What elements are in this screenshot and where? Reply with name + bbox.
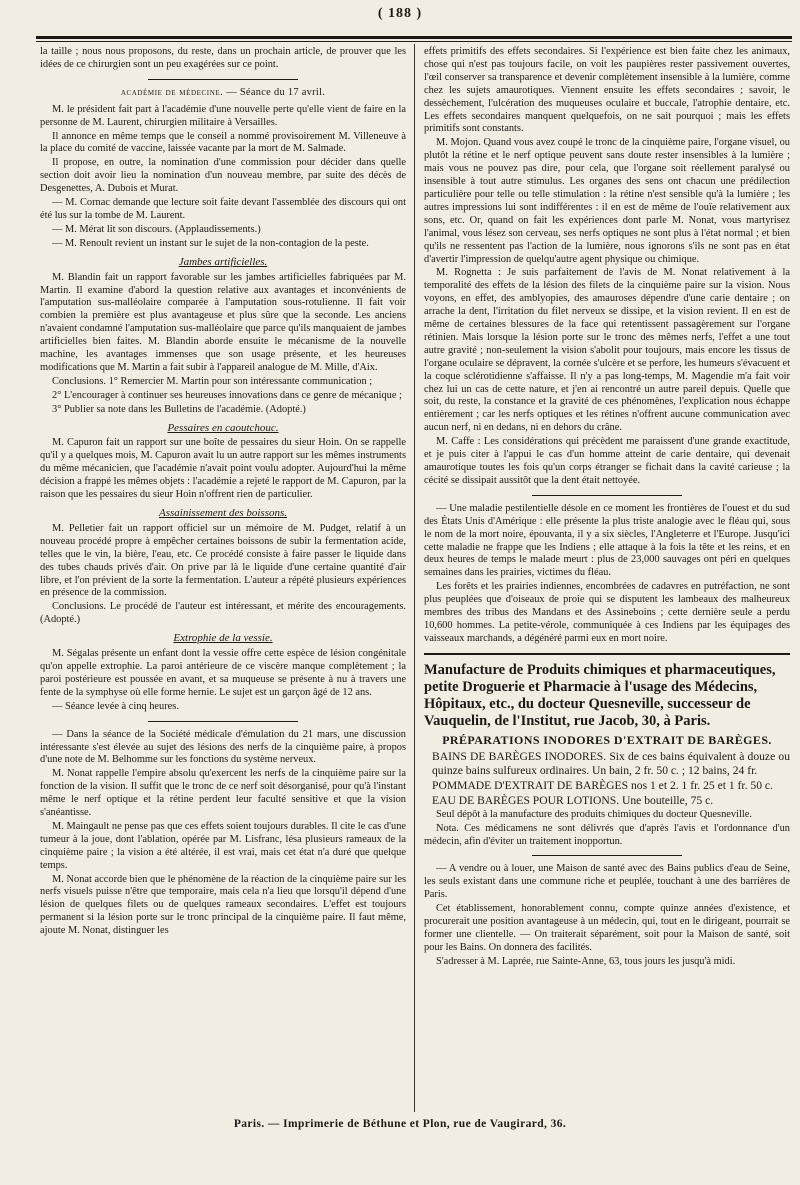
- intro-paragraph: la taille ; nous nous proposons, du reste, dans un prochain article, de prouver que les idées de ce chirurgien sont un peu exagérées sur ce point.: [40, 46, 406, 70]
- paragraph-a-vendre: — A vendre ou à louer, une Maison de santé avec des Bains publics d'eau de Seine, les seuls existant dans une commune riche et peuplée, touchant à une des barrières de Paris.: [424, 863, 790, 901]
- top-rule-thin: [36, 41, 792, 42]
- paragraph-conclusion-1: Conclusions. 1° Remercier M. Martin pour son intéressante communication ;: [52, 375, 373, 387]
- paragraph-segalas: M. Ségalas présente un enfant dont la vessie offre cette espèce de lésion congénitale qu'on appelle extrophie. La paroi antérieure de ce viscère manque complètement ; la paroi postérieure est poussée en avant, et sa muqueuse se présente à nu à travers une fente de la symphyse où elle forme hernie. Le sujet est un garçon âgé de 12 ans.: [40, 648, 406, 698]
- section-separator: [148, 721, 298, 722]
- paragraph-maingault: M. Maingault ne pense pas que ces effets soient toujours durables. Il cite le cas d'une tumeur à la joue, dont l'ablation, opérée par M. Lisfranc, lésa plusieurs rameaux de la cinquième paire ; la vision a été altérée, il est vrai, mais cet état n'a duré que quelque temps.: [40, 820, 406, 871]
- academie-heading-label: académie de médecine.: [120, 86, 224, 98]
- paragraph-president: M. le président fait part à l'académie d'une nouvelle perte qu'elle vient de faire en la personne de M. Laurent, chirurgien militaire à Versailles.: [40, 103, 406, 128]
- printer-imprint: Paris. — Imprimerie de Béthune et Plon, rue de Vaugirard, 36.: [233, 1118, 567, 1130]
- column-divider: [414, 44, 415, 1112]
- paragraph-continued: effets primitifs des effets secondaires. Si l'expérience est bien faite chez les animaux, chose qui n'est pas toujours facile, on voit les paupières rester passivement ouvertes, l'œil conserver sa transparence et devenir complètement insensible à la lumière, comme chez les sujets amaurotiques. Viennent ensuite les effets secondaires ; savoir, le dessèchement, l'ulcération des muqueuses oculaire et buccale, l'atrophie dentaire, etc. Les effets secondaires manquent quelquefois, on ne sait pourquoi ; mais les effets primitifs sont constants.: [424, 46, 790, 135]
- right-column: [424, 46, 790, 1112]
- advert-title: Manufacture de Produits chimiques et pharmaceutiques, petite Droguerie et Pharmacie à l'usage des Médecins, Hôpitaux, etc., du docteur Quesneville, successeur de Vauquelin, de l'Institut, rue Jacob, 30, à Paris.: [424, 661, 776, 729]
- paragraph-forets: Les forêts et les prairies indiennes, encombrées de cadavres en putréfaction, ne sont plus peuplées que d'oiseaux de proie qui se disputent les lambeaux des malheureux membres des tribus des Mandans et des Assineboins ; cette dernière seule a perdu 10,600 hommes. La petite-vérole, communiquée à ces Indiens par les équipages des vaisseaux marchands, a dégénéré parmi eux en mort noire.: [424, 581, 790, 644]
- paragraph-renoult: — M. Renoult revient un instant sur le sujet de la non-contagion de la peste.: [52, 237, 369, 249]
- paragraph-nonat-2: M. Nonat accorde bien que le phénomène de la réaction de la cinquième paire sur les nerfs visuels puisse n'être que temporaire, mais cela n'a lieu que lorsqu'il dépend d'une lésion de quelques filets ou de quelques rameaux secondaires. L'effet est toujours permanent si la lésion porte sur le tronc principal de la cinquième paire. Il faut même, ajoute M. Nonat, distinguer les: [40, 873, 406, 937]
- advert-pommade: POMMADE D'EXTRAIT DE BARÈGES nos 1 et 2. 1 fr. 25 et 1 fr. 50 c.: [432, 778, 773, 792]
- paragraph-annonce: Il annonce en même temps que le conseil a nommé provisoirement M. Villeneuve à la place du comité de vaccine, laissée vacante par la mort de M. Salmade.: [40, 130, 406, 155]
- advert-bains: BAINS DE BARÈGES INODORES. Six de ces bains équivalent à douze ou quinze bains sulfureux ordinaires. Un bain, 2 fr. 50 c. ; 12 bains, 24 fr.: [432, 749, 790, 777]
- heading-pessaires: Pessaires en caoutchouc.: [167, 421, 279, 434]
- page-number: ( 188 ): [377, 6, 423, 21]
- advert-eau: EAU DE BARÈGES POUR LOTIONS. Une bouteille, 75 c.: [432, 793, 714, 807]
- heading-jambes: Jambes artificielles.: [178, 255, 268, 268]
- advert-depot: Seul dépôt à la manufacture des produits chimiques du docteur Quesneville.: [436, 808, 752, 820]
- academie-heading-date: — Séance du 17 avril.: [223, 86, 326, 98]
- top-rule: [36, 36, 792, 39]
- paragraph-blandin: M. Blandin fait un rapport favorable sur les jambes artificielles fabriquées par M. Martin. Il examine d'abord la question relative aux avantages et inconvénients de l'amputation sus-malléolaire comparée à l'amputation sous-rotulienne. Il fait voir combien la première est plus avantageuse et plus sûre que la seconde. Les anciens n'avaient condamné l'amputation sus-malléolaire que parce qu'ils manquaient de jambes artificielles bien faites. M. Blandin aborde ensuite le mécanisme de la nouvelle machine, les avantages immenses que son usage présente, et les heureuses modifications que M. Martin a fait subir à l'appareil analogue de M. Mille, d'Aix.: [40, 271, 406, 373]
- paragraph-conclusion-2: 2° L'encourager à continuer ses heureuses innovations dans ce genre de mécanique ;: [52, 389, 402, 401]
- paragraph-mojon: M. Mojon. Quand vous avez coupé le tronc de la cinquième paire, l'organe visuel, ou plutôt la rétine et le nerf optique peuvent sans doute rester insensibles à la lumière ; mais vous ne pouvez pas dire, pour cela, que l'organe soit réellement paralysé ou insensible à tout autre stimulus. Les organes des sens ont chacun une prédilection particulière pour telle ou telle stimulation : la rétine n'est sensible qu'à la lumière ; les autres impressions lui sont indifférentes : il en est de même de l'ouïe relativement aux sons, etc. Or, quand on fait les expériences dont parle M. Nonat, vous martyrisez l'animal, vous lésez son cerveau, ses nerfs optiques ne sont plus à l'état normal ; et bien qu'ils ne ressentent pas l'action de la lumière, nous ignorons s'ils ne sont pas en état d'avertir l'impression de quelqu'autre agent physique ou chimique.: [424, 137, 790, 265]
- paragraph-adresser: S'adresser à M. Laprée, rue Sainte-Anne, 63, tous jours les jusqu'à midi.: [436, 955, 736, 967]
- paragraph-maladie: — Une maladie pestilentielle désole en ce moment les frontières de l'ouest et du sud des États Unis d'Amérique : elle présente la plus triste analogie avec le fléau qui, sous le nom de la mort noire, épouvanta, il y a six siècles, l'Angleterre et l'Europe. Jusqu'ici cette maladie ne frappe que les Indiens ; elle attaque à la fois la tête et les reins, et en deux heures de temps le malade meurt : plus de 23,000 sauvages ont péri en quelques semaines dans les prairies, victimes du fléau.: [424, 502, 790, 579]
- section-separator: [148, 79, 298, 80]
- advert-subtitle: PRÉPARATIONS INODORES D'EXTRAIT DE BARÈGES.: [442, 732, 772, 747]
- paragraph-merat: — M. Mérat lit son discours. (Applaudissements.): [52, 223, 261, 235]
- paragraph-seance-levee: — Séance levée à cinq heures.: [52, 700, 179, 712]
- heading-extrophie: Extrophie de la vessie.: [173, 632, 273, 645]
- paragraph-capuron: M. Capuron fait un rapport sur une boîte de pessaires du sieur Hoin. On se rappelle qu'il y a quelques mois, M. Capuron avait lu un autre rapport sur les mêmes instruments du même mécanicien, que l'académie n'avait point voulu adopter. Aujourd'hui la même décision a frappé les mêmes objets : l'académie a rejeté le rapport de M. Capuron, par la raison que les pessaires du sieur Hoin n'offrent rien de particulier.: [40, 437, 406, 501]
- paragraph-pelletier: M. Pelletier fait un rapport officiel sur un mémoire de M. Pudget, relatif à un nouveau procédé propre à empêcher certaines boissons de subir la fermentation acide, telles que le vin, la bière, l'eau, etc. Ce procédé consiste à faire passer le liquide dans des tubes chauds privés d'air. On prive par là le liquide d'une certaine quantité d'air libre, et l'on prévient de la sorte la fermentation. L'auteur a répété plusieurs expériences en présence de la commission.: [40, 522, 406, 599]
- paragraph-conclusion-3: 3° Publier sa note dans les Bulletins de l'académie. (Adopté.): [52, 403, 306, 415]
- paragraph-cornac: — M. Cornac demande que lecture soit faite devant l'assemblée des discours qui ont été lus sur la tombe de M. Laurent.: [40, 197, 406, 221]
- advert-rule: [424, 653, 790, 655]
- left-column: [40, 46, 406, 1112]
- paragraph-etablissement: Cet établissement, honorablement connu, compte quinze années d'existence, et procurerait une position avantageuse à un médecin, qui, tout en le dirigeant, pourrait se former une clientelle. — On traiterait séparément, soit pour la Maison de santé, soit pour les Bains. On donnera des facilités.: [424, 903, 790, 953]
- academie-heading: [40, 87, 406, 100]
- paragraph-emulation: — Dans la séance de la Société médicale d'émulation du 21 mars, une discussion intéressante s'est élevée au sujet des lésions des nerfs de la cinquième paire, à propos d'une note de M. Belhomme sur les fonctions du système nerveux.: [40, 728, 406, 766]
- paragraph-rognetta: M. Rognetta : Je suis parfaitement de l'avis de M. Nonat relativement à la temporalité des effets de la lésion des filets de la cinquième paire sur la vision. Nous voyons, en effet, des amblyopies, des amauroses dépendre d'une carie dentaire ; on arrache la dent, l'irritation du filet nerveux se dissipe, et la vision revient. Il en est de même de certaines blessures de la face qui retentissent passagèrement sur l'organe rétinien. Mais lorsque la lésion porte sur le tronc des mêmes nerfs, l'effet a une tout autre gravité ; non-seulement la vision s'abolit pour toujours, mais encore les tissus de l'organe oculaire se dépravent, la cornée s'ulcère et se perfore, les humeurs s'évacuent et la coque sclérotidienne s'affaisse. Il n'y a pas long-temps, M. Magendie m'a fait voir chez lui un cas de cette nature, et j'en ai rencontré un autre pareil depuis. Quelle que soit, du reste, la constance et la gravité de ces phénomènes, l'explication nous échappe entièrement ; car les nerfs optiques et les rétines n'offrent aucune communication avec aucun nerf, ni en dedans, ni en dehors du crâne.: [424, 267, 790, 434]
- paragraph-propose: Il propose, en outre, la nomination d'une commission pour décider dans quelle section doit avoir lieu la nomination d'un nouveau membre, par suite des décès de Desgenettes, A. Dubois et Murat.: [40, 157, 406, 195]
- paragraph-nonat: M. Nonat rappelle l'empire absolu qu'exercent les nerfs de la cinquième paire sur la fonction de la vision. Il suffit que le tronc de ce nerf soit désorganisé, pour qu'à l'instant même le nerf optique et la rétine perdent leur faculté sensitive et que la vision s'anéantisse.: [40, 768, 406, 819]
- section-separator: [532, 495, 682, 496]
- heading-assainissement: Assainissement des boissons.: [158, 507, 288, 519]
- advert-nota: Nota. Ces médicamens ne sont délivrés que d'après l'avis et l'ordonnance d'un médecin, afin d'éviter un traitement inopportun.: [424, 822, 790, 847]
- paragraph-caffe: M. Caffe : Les considérations qui précèdent me paraissent d'une grande exactitude, et je puis citer à l'appui le cas d'un homme atteint de carie dentaire, qui devenait amaurotique toutes les fois qu'un corps étranger se fichait dans la cavité carieuse ; la cécité se dissipait aussitôt que la dent était nettoyée.: [424, 436, 790, 486]
- paragraph-conclusion-4: Conclusions. Le procédé de l'auteur est intéressant, et mérite des encouragements. (Adopté.): [40, 601, 406, 626]
- section-separator: [532, 855, 682, 856]
